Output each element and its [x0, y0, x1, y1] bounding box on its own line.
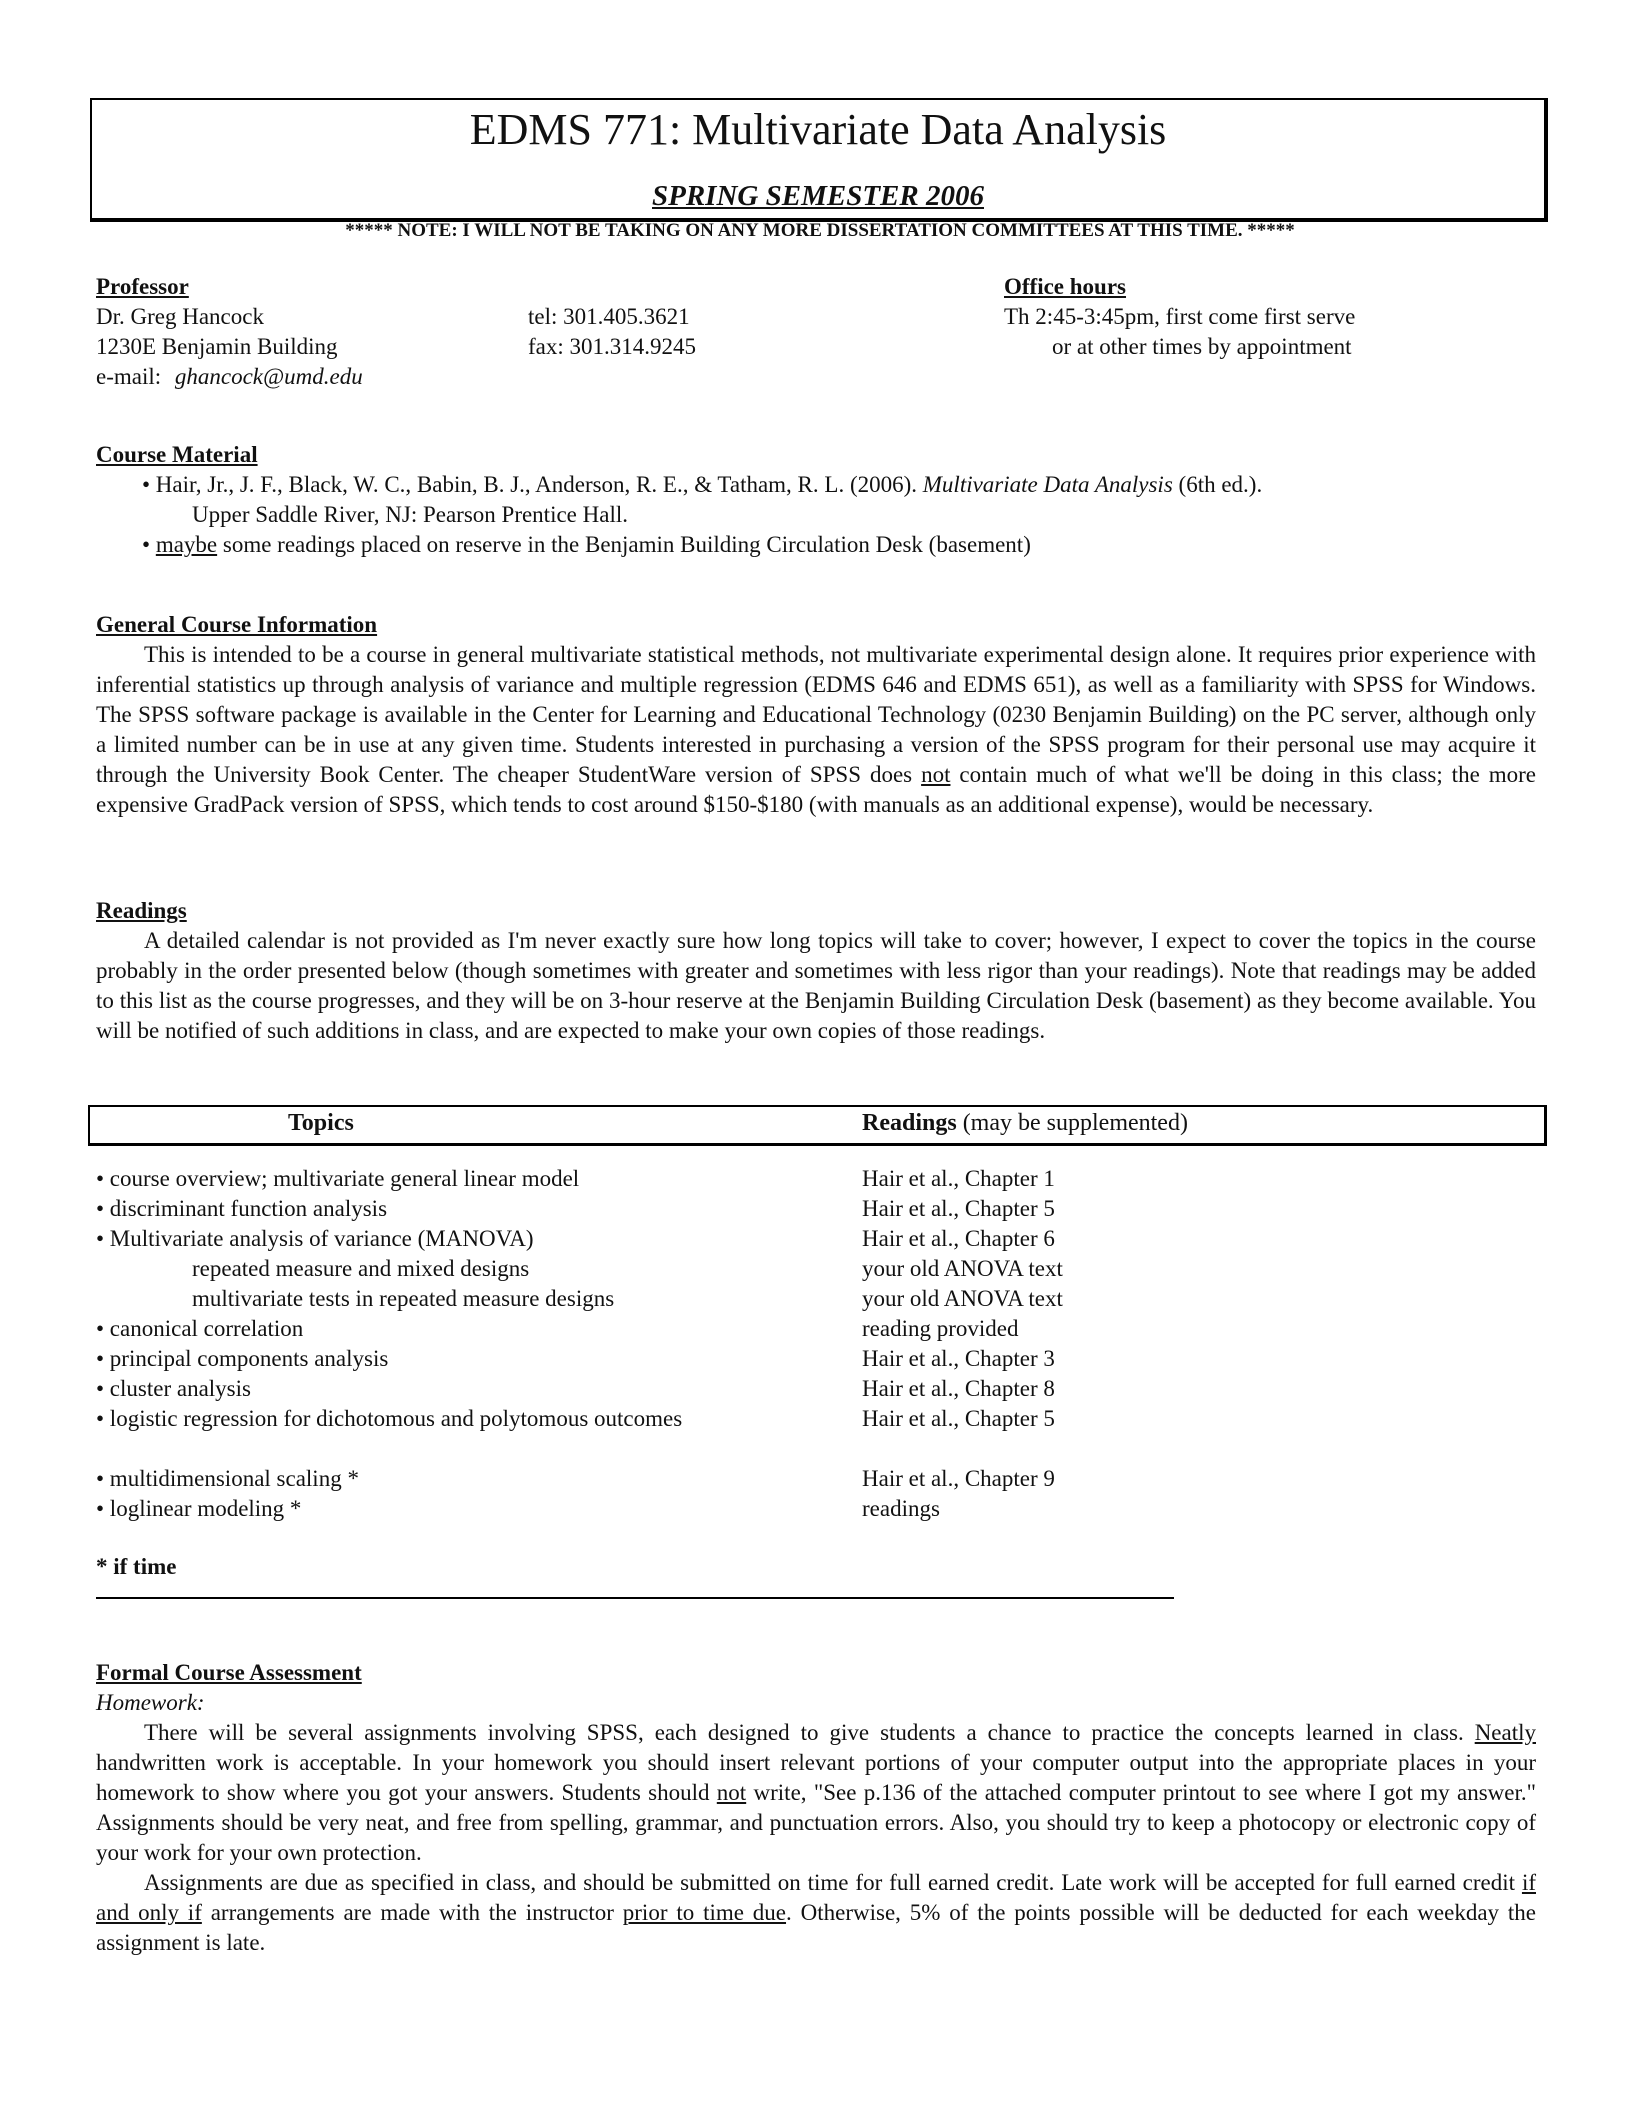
if-time-footnote: * if time [96, 1554, 177, 1579]
reading-cell: Hair et al., Chapter 6 [862, 1226, 1055, 1251]
topic-cell: • principal components analysis [96, 1346, 389, 1371]
office-hours-line1: Th 2:45-3:45pm, first come first serve [1004, 304, 1356, 329]
textbook-title: Multivariate Data Analysis [922, 472, 1173, 497]
reading-cell: Hair et al., Chapter 1 [862, 1166, 1055, 1191]
section-divider [96, 1597, 1174, 1599]
office-hours-heading: Office hours [1004, 274, 1127, 299]
table-row [96, 1164, 579, 1194]
email-link[interactable]: ghancock@umd.edu [174, 364, 363, 389]
bullet: • [142, 532, 156, 557]
if-and-only-if-emphasis: if and only if [96, 1870, 1536, 1925]
topic-cell: • cluster analysis [96, 1376, 251, 1401]
citation-publisher: Upper Saddle River, NJ: Pearson Prentice Hall. [192, 502, 628, 527]
professor-heading: Professor [96, 274, 189, 299]
due-dates-paragraph [96, 1868, 1536, 1958]
email-label: e-mail: [96, 364, 162, 389]
topic-subitem-cell: repeated measure and mixed designs [192, 1256, 530, 1281]
professor-email-row [96, 362, 363, 392]
readings-column-title: Readings [862, 1110, 957, 1136]
office-hours-line2: or at other times by appointment [1052, 334, 1352, 359]
reading-cell: readings [862, 1496, 940, 1521]
readings-heading: Readings [96, 898, 187, 923]
maybe-emphasis: maybe [155, 532, 218, 557]
homework-text-b: handwritten work is acceptable. In your homework you should insert relevant portions of your computer output into the appropriate places in your homework to show where you got your answers. Students should [96, 1750, 1536, 1805]
readings-column-header [862, 1108, 1188, 1138]
reading-cell: your old ANOVA text [862, 1256, 1063, 1281]
committee-note: ***** NOTE: I WILL NOT BE TAKING ON ANY MORE DISSERTATION COMMITTEES AT THIS TIME. ***** [345, 220, 1295, 241]
reserve-readings-item [142, 530, 1031, 560]
readings-column-note: (may be supplemented) [956, 1110, 1188, 1136]
textbook-citation [142, 470, 1262, 500]
assessment-heading: Formal Course Assessment [96, 1660, 362, 1685]
homework-subheading: Homework: [96, 1690, 205, 1715]
course-title: EDMS 771: Multivariate Data Analysis [469, 105, 1167, 154]
reserve-text: some readings placed on reserve in the Benjamin Building Circulation Desk (basement) [217, 532, 1031, 557]
reading-cell: Hair et al., Chapter 5 [862, 1406, 1055, 1431]
topic-cell: • canonical correlation [96, 1316, 304, 1341]
reading-cell: reading provided [862, 1316, 1019, 1341]
citation-edition: (6th ed.). [1172, 472, 1263, 497]
not-emphasis: not [716, 1780, 747, 1805]
topic-subitem-cell: multivariate tests in repeated measure designs [192, 1286, 615, 1311]
due-text-a: Assignments are due as specified in class, and should be submitted on time for full earned credit. Late work will be accepted for full earned credit [144, 1870, 1522, 1895]
not-emphasis: not [921, 762, 951, 787]
topics-column-header: Topics [288, 1110, 354, 1136]
general-info-text-a: This is intended to be a course in general multivariate statistical methods, not multivariate experimental design alone. It requires prior experience with inferential statistics up through analysis of variance and multiple regression (EDMS 646 and EDMS 651), as well as a familiarity with SPSS for Windows. The SPSS software package is available in the Center for Learning and Educational Technology (0230 Benjamin Building) on the PC server, although only a limited number can be in use at any given time. Students interested in purchasing a version of the SPSS program for their personal use may acquire it through the University Book Center. The cheaper StudentWare version of SPSS does [96, 642, 1536, 787]
due-text-c: . Otherwise, 5% of the points possible will be deducted for each weekday the assignment is late. [96, 1900, 1537, 1955]
homework-paragraph [96, 1718, 1536, 1868]
readings-paragraph: A detailed calendar is not provided as I'm never exactly sure how long topics will take to cover; however, I expect to cover the topics in the course probably in the order presented below (though sometimes with greater and sometimes with less rigor than your readings). Note that readings may be added to this list as the course progresses, and they will be on 3-hour reserve at the Benjamin Building Circulation Desk (basement) as they become available. You will be notified of such additions in class, and are expected to make your own copies of those readings. [96, 928, 1536, 1043]
professor-name: Dr. Greg Hancock [96, 304, 264, 329]
general-info-paragraph [96, 640, 1536, 820]
reading-cell: your old ANOVA text [862, 1286, 1063, 1311]
reading-cell: Hair et al., Chapter 8 [862, 1376, 1055, 1401]
topic-cell: • Multivariate analysis of variance (MANOVA) [96, 1226, 534, 1251]
due-text-b: arrangements are made with the instructor [201, 1900, 623, 1925]
general-info-text-b: contain much of what we'll be doing in this class; the more expensive GradPack version of SPSS, which tends to cost around $150-$180 (with manuals as an additional expense), would be necessary. [96, 762, 1536, 817]
general-info-heading: General Course Information [96, 612, 378, 637]
neatly-emphasis: Neatly [1474, 1720, 1536, 1745]
homework-text-c: write, "See p.136 of the attached computer printout to see where I got my answer." Assignments should be very neat, and free from spelling, grammar, and punctuation errors. Also, you should try to keep a photocopy or electronic copy of your work for your own protection. [96, 1780, 1536, 1865]
citation-authors: • Hair, Jr., J. F., Black, W. C., Babin, B. J., Anderson, R. E., & Tatham, R. L. (2006). [142, 472, 923, 497]
course-material-heading: Course Material [96, 442, 258, 467]
professor-office: 1230E Benjamin Building [96, 334, 338, 359]
reading-cell: Hair et al., Chapter 3 [862, 1346, 1055, 1371]
topic-cell: • multidimensional scaling * [96, 1466, 359, 1491]
professor-fax: fax: 301.314.9245 [528, 334, 697, 359]
professor-tel: tel: 301.405.3621 [528, 304, 690, 329]
topic-cell: • loglinear modeling * [96, 1496, 302, 1521]
topic-cell: • course overview; multivariate general linear model [96, 1166, 580, 1191]
topic-cell: • logistic regression for dichotomous and polytomous outcomes [96, 1406, 683, 1431]
title-box [90, 98, 1548, 222]
homework-text-a: There will be several assignments involving SPSS, each designed to give students a chance to practice the concepts learned in class. [144, 1720, 1475, 1745]
prior-to-time-due-emphasis: prior to time due [622, 1900, 787, 1925]
reading-cell: Hair et al., Chapter 5 [862, 1196, 1055, 1221]
reading-cell: Hair et al., Chapter 9 [862, 1466, 1055, 1491]
semester-label: SPRING SEMESTER 2006 [652, 180, 984, 212]
topic-cell: • discriminant function analysis [96, 1196, 388, 1221]
